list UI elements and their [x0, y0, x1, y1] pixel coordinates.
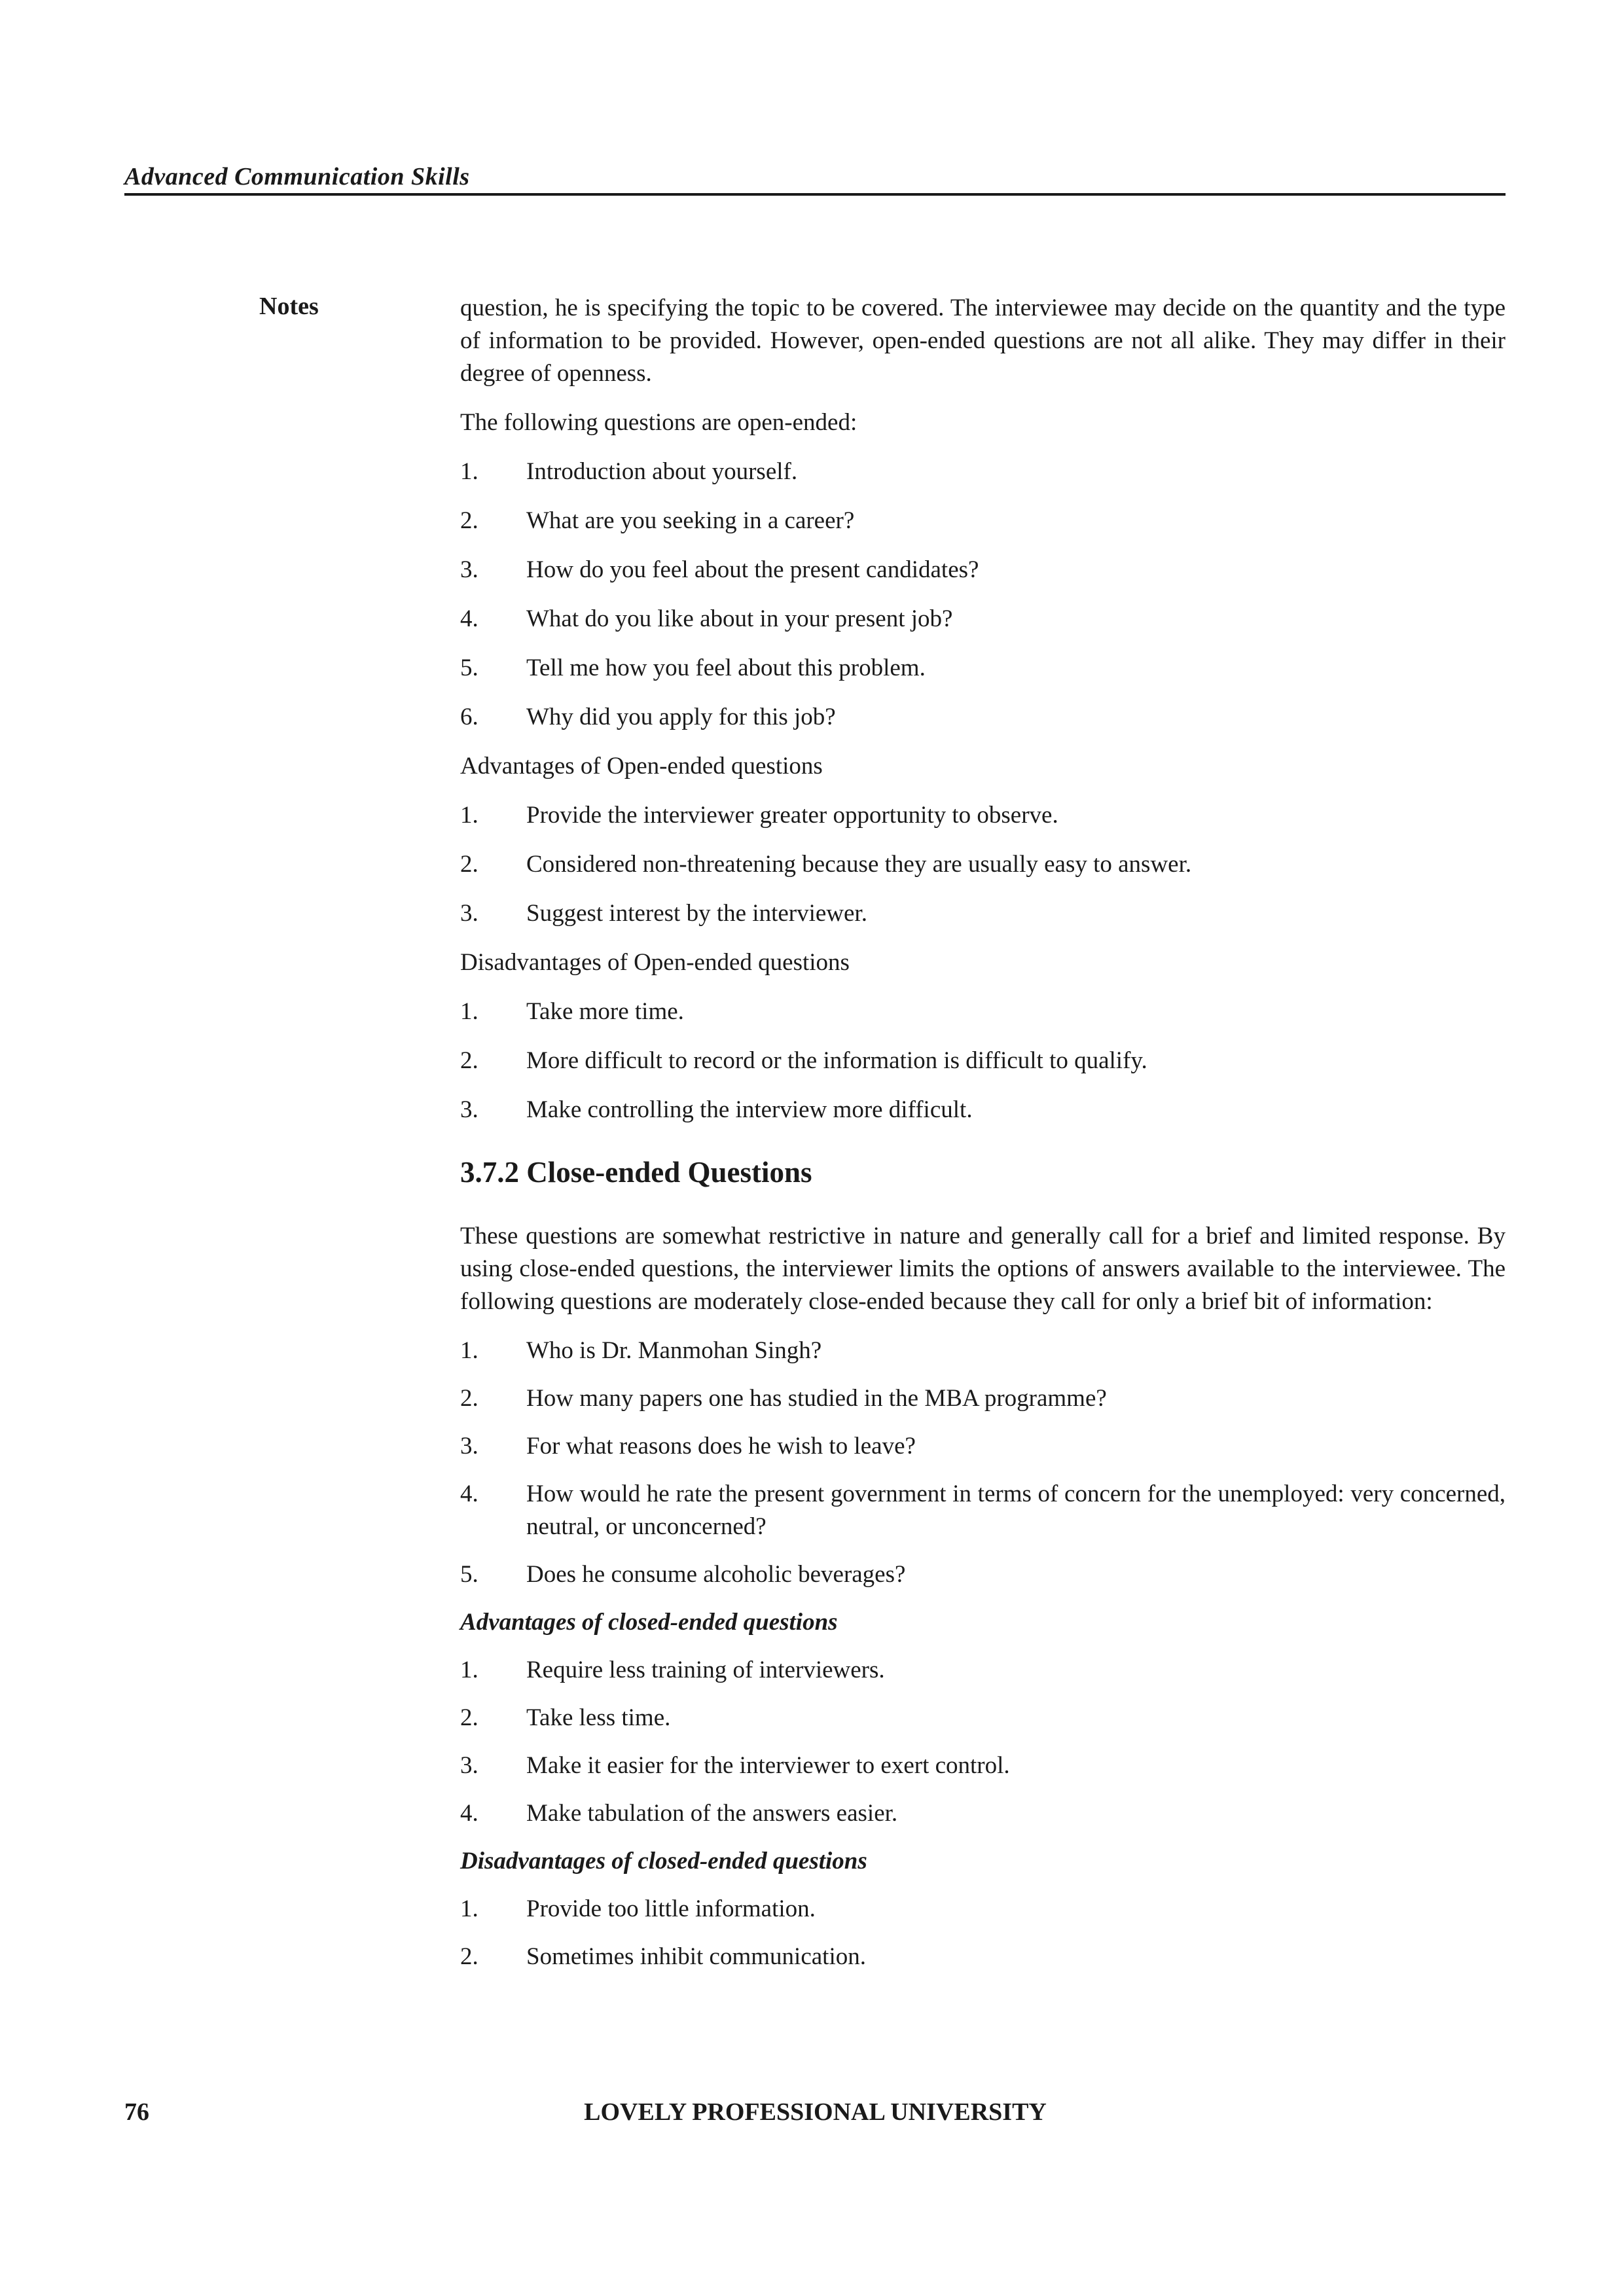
list-item [460, 456, 1506, 488]
close-ended-advantages-heading: Advantages of closed-ended questions [460, 1609, 838, 1636]
list-item [460, 1941, 1506, 1973]
open-ended-advantages-list [460, 799, 1506, 930]
list-number: 2. [460, 1385, 478, 1412]
list-number: 2. [460, 1047, 478, 1074]
list-text: Does he consume alcoholic beverages? [526, 1561, 906, 1588]
list-item [460, 554, 1506, 586]
list-number: 3. [460, 556, 478, 583]
list-number: 1. [460, 998, 478, 1025]
list-number: 1. [460, 458, 478, 485]
list-text: Tell me how you feel about this problem. [526, 655, 926, 681]
open-ended-disadvantages-list [460, 996, 1506, 1126]
list-number: 2. [460, 851, 478, 878]
intro-paragraph: question, he is specifying the topic to be covered. The interviewee may decide on the quantity and the type of information to be provided. However, open-ended questions are not all alike. They may differ in their degree of openness. [460, 295, 1506, 387]
list-number: 1. [460, 1657, 478, 1683]
open-ended-questions-list [460, 456, 1506, 734]
close-ended-disadvantages-heading: Disadvantages of closed-ended questions [460, 1848, 867, 1874]
list-text: Introduction about yourself. [526, 458, 798, 485]
footer-university: LOVELY PROFESSIONAL UNIVERSITY [584, 2098, 1047, 2126]
list-item [460, 1430, 1506, 1463]
open-ended-disadvantages-heading: Disadvantages of Open-ended questions [460, 949, 850, 976]
list-item [460, 1478, 1506, 1543]
list-number: 1. [460, 1895, 478, 1922]
list-number: 5. [460, 655, 478, 681]
list-item [460, 1558, 1506, 1591]
close-ended-paragraph: These questions are somewhat restrictive in nature and generally call for a brief and limited response. By using close-ended questions, the interviewer limits the options of answers available to the interviewee. The following questions are moderately close-ended because they call for only a brief bit of information: [460, 1223, 1506, 1315]
open-ended-lead: The following questions are open-ended: [460, 409, 857, 436]
close-ended-disadvantages-list [460, 1893, 1506, 1973]
list-number: 6. [460, 704, 478, 730]
margin-notes-label: Notes [259, 293, 319, 320]
list-text: Take more time. [526, 998, 684, 1025]
list-text: Sometimes inhibit communication. [526, 1943, 866, 1970]
list-number: 1. [460, 802, 478, 829]
list-text: Provide too little information. [526, 1895, 816, 1922]
list-text: More difficult to record or the information is difficult to qualify. [526, 1047, 1147, 1074]
list-number: 5. [460, 1561, 478, 1588]
close-ended-advantages-list [460, 1654, 1506, 1830]
list-text: What do you like about in your present job? [526, 605, 953, 632]
list-text: Considered non-threatening because they are usually easy to answer. [526, 851, 1192, 878]
list-item [460, 799, 1506, 832]
list-text: For what reasons does he wish to leave? [526, 1433, 916, 1460]
list-text: Require less training of interviewers. [526, 1657, 885, 1683]
list-number: 4. [460, 1480, 478, 1507]
list-text: Make it easier for the interviewer to exert control. [526, 1752, 1010, 1779]
list-item [460, 652, 1506, 685]
list-number: 2. [460, 1704, 478, 1731]
list-text: Who is Dr. Manmohan Singh? [526, 1337, 822, 1364]
list-item [460, 505, 1506, 537]
list-item [460, 603, 1506, 636]
list-text: Why did you apply for this job? [526, 704, 836, 730]
list-item [460, 1335, 1506, 1367]
list-item [460, 848, 1506, 881]
list-item [460, 701, 1506, 734]
list-text: What are you seeking in a career? [526, 507, 855, 534]
list-text: Suggest interest by the interviewer. [526, 900, 867, 927]
list-item [460, 1702, 1506, 1734]
header-rule [124, 193, 1506, 196]
list-text: How do you feel about the present candidates? [526, 556, 979, 583]
close-ended-questions-list [460, 1335, 1506, 1591]
list-text: Make controlling the interview more difficult. [526, 1096, 973, 1123]
list-item [460, 1094, 1506, 1126]
list-number: 4. [460, 1800, 478, 1827]
list-number: 3. [460, 1096, 478, 1123]
list-item [460, 1045, 1506, 1077]
list-item [460, 996, 1506, 1028]
list-number: 1. [460, 1337, 478, 1364]
list-item [460, 1797, 1506, 1830]
list-number: 3. [460, 900, 478, 927]
section-heading-close-ended: 3.7.2 Close-ended Questions [460, 1156, 812, 1189]
list-number: 4. [460, 605, 478, 632]
list-text: How many papers one has studied in the MBA programme? [526, 1385, 1107, 1412]
list-item [460, 1893, 1506, 1926]
list-number: 3. [460, 1752, 478, 1779]
list-text: How would he rate the present government in terms of concern for the unemployed: very concerned, neutral, or unconcerned? [526, 1480, 1506, 1540]
list-item [460, 1749, 1506, 1782]
running-header: Advanced Communication Skills [124, 163, 470, 190]
list-text: Make tabulation of the answers easier. [526, 1800, 898, 1827]
list-text: Provide the interviewer greater opportunity to observe. [526, 802, 1058, 829]
list-number: 2. [460, 507, 478, 534]
list-number: 2. [460, 1943, 478, 1970]
page-number: 76 [124, 2098, 149, 2126]
list-text: Take less time. [526, 1704, 671, 1731]
list-item [460, 897, 1506, 930]
main-content [460, 292, 1506, 1988]
open-ended-advantages-heading: Advantages of Open-ended questions [460, 753, 823, 780]
list-item [460, 1382, 1506, 1415]
list-number: 3. [460, 1433, 478, 1460]
list-item [460, 1654, 1506, 1687]
